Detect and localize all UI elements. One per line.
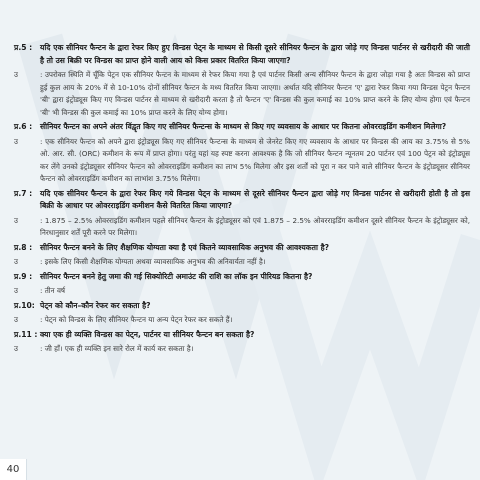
question-label: प्र.9 : [14,271,33,281]
faq-content [14,42,470,358]
answer-text: : एक सीनियर फैन्टन को अपने द्वारा इंट्रोड्यूस किए गए सीनियर फैन्टन्स के माध्यम से जेनरेट किए गए व्यवसाय के आधार पर विन्डस की आय का 3.75% से 5% ओ. आर. सी. (ORC) कमीशन के रूप में प्राप्त होगा। परंतु यहां यह स्पष्ट करना आवश्यक है कि जो सीनियर फैन्टन न्यूनतम 20 पार्टनर एवं 100 पेट्रन को इंट्रोड्यूस कर लेंगे उनको इंट्रोड्यूसर सीनियर फैन्टन को ओवरराइडिंग कमीशन का लाभ 5% मिलेगा और इस शर्तों को पूरा न कर पाने वाले सीनियर फैन्टन के इंट्रोड्यूसर सीनियर फैन्टन को ओवरराइडिंग कमीशन का लाभांश 3.75% मिलेगा। [40,136,470,183]
question-5 [14,42,470,67]
page-number: 40 [0,459,27,480]
answer-text: : जी हाँ। एक ही व्यक्ति इन सारे रोल में कार्य कर सकता है। [40,344,194,353]
answer-5 [14,69,470,119]
answer-label: उ [14,315,18,324]
question-label: प्र.6 : [14,122,33,131]
answer-9 [14,285,470,298]
question-text: सीनियर फैन्टन का अपने अंतर विंद्वृत किए गए सीनियर फैन्टन्स के माध्यम से किए गए व्यवसाय के आधार पर कितना ओवरराइडिंग कमीशन मिलेगा? [40,122,447,131]
answer-text: : उपरोक्त स्थिति में चूँकि पेट्रन एक सीनियर फैन्टन के माध्यम से रेफर किया गया है एवं पार्टनर किसी अन्य सीनियर फैन्टन के द्वारा जोड़ा गया है अतः विन्डस को प्राप्त हुई कुल आय के 20% में से 10-10% दोनों सीनियर फैन्टन के मध्य वितरित किया जाएगा। अर्थात यदि सीनियर फैन्टन 'ए' द्वारा रेफर किया गया विन्डस पेट्रन फैन्टन 'बी' द्वारा इंट्रोड्यूस किए गए विन्डस पार्टनर से माध्यम से खरीदारी करता है तो फैन्टन 'ए' विन्डस की कुल कमाई का 10% प्राप्त करने के लिए योग्य होगा एवं फैन्टन 'बी' भी विन्डस की कुल कमाई का 10% प्राप्त करने के लिए योग्य होगा। [40,70,470,117]
question-text: सीनियर फैन्टन बनने हेतु जमा की गई सिक्योरिटी अमाउंट की राशि का लॉक इन पीरियड कितना है? [40,271,313,281]
question-text: यदि एक सीनियर फैन्टन के द्वारा रेफर किए हुए विन्डस पेट्न के माध्यम से किसी दूसरे सीनियर फैन्टन के द्वारा जोड़े गए विन्डस पार्टनर से खरीदारी की जाती है तो उस बिक्री पर विन्डस का प्राप्त होने वाली आय को किस प्रकार वितरित किया जाएगा? [40,43,470,65]
answer-label: उ [14,136,18,146]
question-text: पेट्न को कौन–कौन रेफर कर सकता है? [40,300,151,310]
answer-11 [14,343,470,356]
answer-7 [14,215,470,240]
question-11 [14,329,470,342]
question-8 [14,242,470,255]
answer-text: : तीन वर्ष [40,286,66,295]
answer-6 [14,136,470,186]
question-text: क्या एक ही व्यक्ति विन्डस का पेट्न, पार्टनर या सीनियर फैन्टन बन सकता है? [40,329,255,339]
question-text: सीनियर फैन्टन बनने के लिए शैक्षणिक योग्यता क्या है एवं कितने व्यावसायिक अनुभव की आवश्यकता है? [40,242,330,252]
question-7 [14,188,470,213]
answer-text: : 1.875 – 2.5% ओवरराइडिंग कमीशन पहले सीनियर फैन्टन के इंट्रोड्यूसर को एवं 1.875 – 2.5% ओवरराइडिंग कमीशन दूसरे सीनियर फैन्टन के इंट्रोड्यूसर को, निरधानुसार शर्तें पूरी करने पर मिलेगा। [40,215,470,237]
answer-label: उ [14,70,18,79]
answer-8 [14,256,470,269]
question-label: प्र.5 : [14,43,33,52]
question-label: प्र.10: [14,300,35,310]
answer-label: उ [14,286,18,295]
answer-text: : पेट्न को विन्डस के लिए सीनियर फैन्टन या अन्य पेट्न रेफर कर सकते हैं। [40,315,233,324]
question-9 [14,271,470,284]
question-label: प्र.7 : [14,188,33,198]
answer-10 [14,314,470,327]
answer-label: उ [14,215,18,225]
question-6 [14,121,470,134]
question-label: प्र.8 : [14,242,33,252]
question-text: यदि एक सीनियर फैन्टन के द्वारा रेफर किए गये विन्डस पेट्न के माध्यम से दूसरे सीनियर फैन्टन द्वारा जोड़े गए विन्डस पार्टनर से खरीदारी होती है तो इस बिक्री के आधार पर ओवरराइडिंग कमीशन कैसे वितरित किया जाएगा? [40,188,470,210]
answer-label: उ [14,344,18,353]
question-label: प्र.11 : [14,329,38,339]
question-10 [14,300,470,313]
answer-label: उ [14,257,18,266]
answer-text: : इसके लिए किसी शैक्षणिक योग्यता अथवा व्यावसायिक अनुभव की अनिवार्यता नहीं है। [40,257,266,266]
